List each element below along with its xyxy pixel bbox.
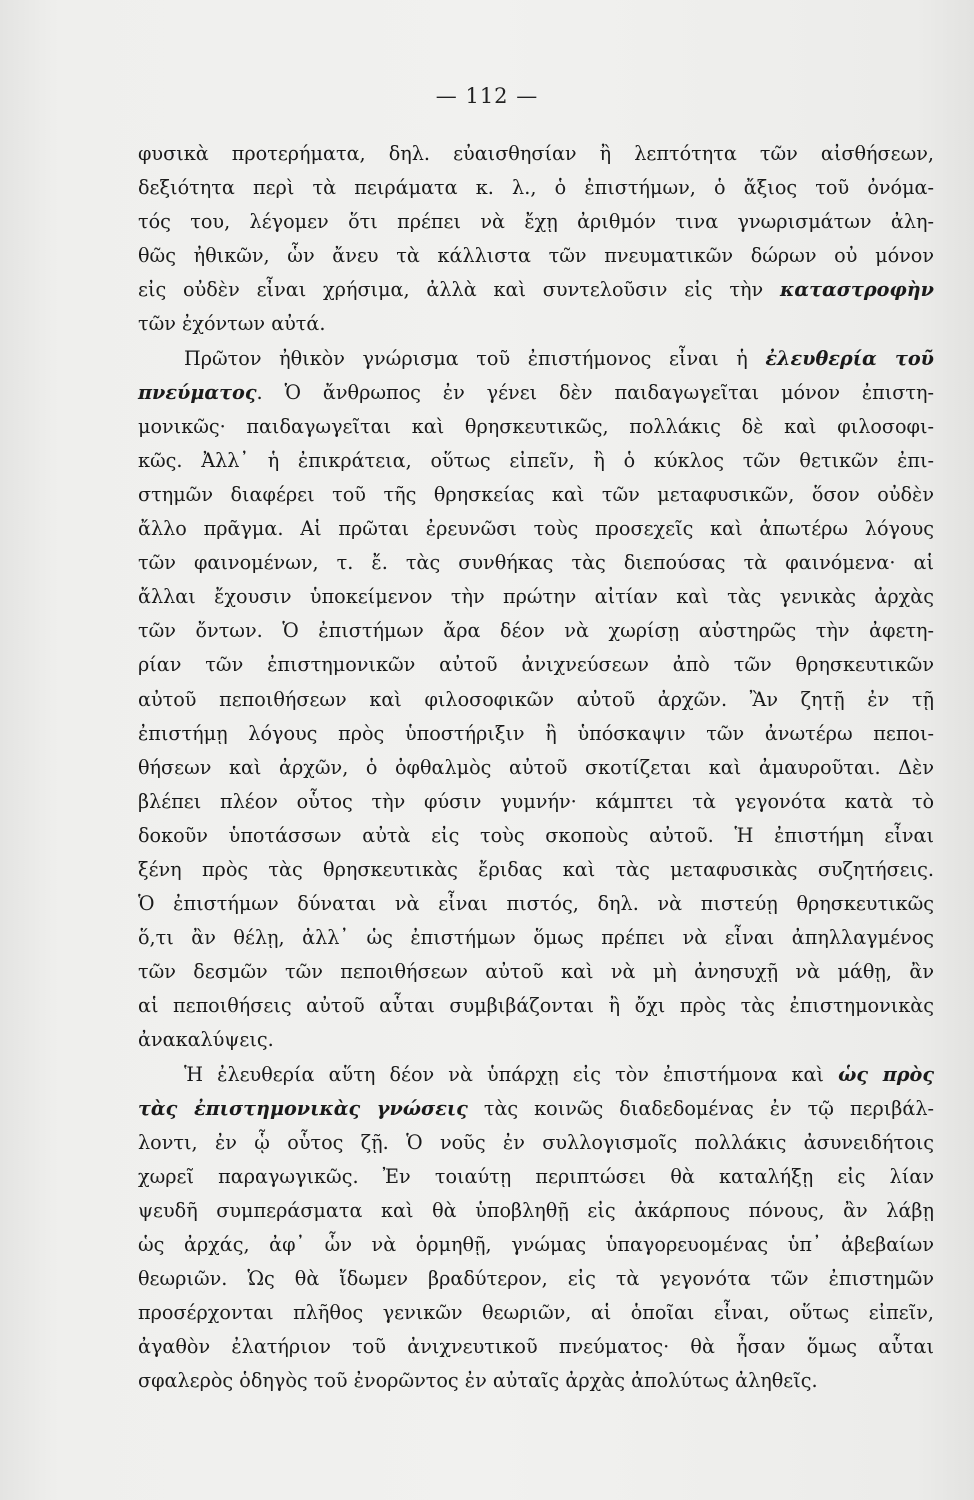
- text-segment: ἄλλο πρᾶγμα. Αἱ πρῶται ἐρευνῶσι τοὺς προσεχεῖς καὶ ἀπωτέρω λόγους: [138, 517, 934, 541]
- text-line: [138, 478, 934, 512]
- text-segment: στημῶν διαφέρει τοῦ τῆς θρησκείας καὶ τῶν μεταφυσικῶν, ὅσον οὐδὲν: [138, 482, 934, 506]
- text-line: [138, 205, 934, 239]
- text-segment: θῶς ἠθικῶν, ὧν ἄνευ τὰ κάλλιστα τῶν πνευματικῶν δώρων οὐ μόνον: [138, 244, 934, 268]
- text-line: [138, 1296, 934, 1330]
- text-line: [138, 1023, 934, 1057]
- text-line: [138, 1262, 934, 1296]
- text-line: [138, 853, 934, 887]
- text-segment: βλέπει πλέον οὗτος τὴν φύσιν γυμνήν· κάμπτει τὰ γεγονότα κατὰ τὸ: [138, 789, 934, 813]
- emphasized-text: πνεύματος: [138, 380, 257, 404]
- text-line: [138, 307, 934, 341]
- page-number: — 112 —: [435, 84, 539, 108]
- text-segment: ἐπιστήμῃ λόγους πρὸς ὑποστήριξιν ἢ ὑπόσκαψιν τῶν ἀνωτέρω πεποι-: [138, 721, 934, 745]
- text-line: [138, 683, 934, 717]
- text-segment: τῶν δεσμῶν τῶν πεποιθήσεων αὐτοῦ καὶ νὰ μὴ ἀνησυχῇ νὰ μάθῃ, ἂν: [138, 960, 934, 984]
- text-line: [138, 1194, 934, 1228]
- text-segment: τῶν ἐχόντων αὐτά.: [138, 312, 326, 336]
- text-segment: προσέρχονται πλῆθος γενικῶν θεωριῶν, αἱ ὁποῖαι εἶναι, οὕτως εἰπεῖν,: [138, 1301, 934, 1325]
- text-segment: αὐτοῦ πεποιθήσεων καὶ φιλοσοφικῶν αὐτοῦ ἀρχῶν. Ἂν ζητῇ ἐν τῇ: [138, 687, 934, 711]
- text-segment: δοκοῦν ὑποτάσσων αὐτὰ εἰς τοὺς σκοποὺς αὐτοῦ. Ἡ ἐπιστήμη εἶναι: [138, 823, 934, 847]
- text-line: [138, 614, 934, 648]
- body-text: [138, 137, 934, 1398]
- emphasized-text: καταστροφὴν: [779, 278, 934, 302]
- text-segment: ἀγαθὸν ἐλατήριον τοῦ ἀνιχνευτικοῦ πνεύματος· θὰ ἦσαν ὅμως αὗται: [138, 1335, 934, 1359]
- text-line: [138, 1092, 934, 1126]
- text-segment: θήσεων καὶ ἀρχῶν, ὁ ὀφθαλμὸς αὐτοῦ σκοτίζεται καὶ ἀμαυροῦται. Δὲν: [138, 755, 934, 779]
- text-line: [138, 921, 934, 955]
- text-line: [138, 1330, 934, 1364]
- text-line: [138, 1228, 934, 1262]
- text-line: [138, 171, 934, 205]
- text-segment: κῶς. Ἀλλ᾽ ἡ ἐπικράτεια, οὕτως εἰπεῖν, ἢ ὁ κύκλος τῶν θετικῶν ἐπι-: [138, 448, 934, 472]
- text-line: [138, 376, 934, 410]
- text-line: [138, 1364, 934, 1398]
- text-line: [138, 955, 934, 989]
- text-segment: λοντι, ἐν ᾧ οὗτος ζῇ. Ὁ νοῦς ἐν συλλογισμοῖς πολλάκις ἀσυνειδήτοις: [138, 1130, 934, 1154]
- text-segment: ξένη πρὸς τὰς θρησκευτικὰς ἔριδας καὶ τὰς μεταφυσικὰς συζητήσεις.: [138, 857, 934, 881]
- text-line: [138, 239, 934, 273]
- text-segment: Πρῶτον ἠθικὸν γνώρισμα τοῦ ἐπιστήμονος εἶναι ἡ: [184, 346, 766, 370]
- text-segment: δεξιότητα περὶ τὰ πειράματα κ. λ., ὁ ἐπιστήμων, ὁ ἄξιος τοῦ ὀνόμα-: [138, 176, 934, 200]
- emphasized-text: τὰς ἐπιστημονικὰς γνώσεις: [138, 1096, 468, 1120]
- text-segment: Ὁ ἐπιστήμων δύναται νὰ εἶναι πιστός, δηλ. νὰ πιστεύῃ θρησκευτικῶς: [138, 892, 934, 916]
- emphasized-text: ὡς πρὸς: [838, 1062, 935, 1086]
- text-segment: τῶν φαινομένων, τ. ἔ. τὰς συνθήκας τὰς διεπούσας τὰ φαινόμενα· αἱ: [138, 551, 934, 575]
- text-segment: ρίαν τῶν ἐπιστημονικῶν αὐτοῦ ἀνιχνεύσεων ἀπὸ τῶν θρησκευτικῶν: [138, 653, 934, 677]
- text-line: [138, 137, 934, 171]
- text-line: [138, 1126, 934, 1160]
- text-line: [138, 444, 934, 478]
- text-segment: . Ὁ ἄνθρωπος ἐν γένει δὲν παιδαγωγεῖται μόνον ἐπιστη-: [256, 380, 934, 404]
- text-line: [138, 819, 934, 853]
- text-line: [138, 1058, 934, 1092]
- text-segment: τός του, λέγομεν ὅτι πρέπει νὰ ἔχῃ ἀριθμόν τινα γνωρισμάτων ἀλη-: [138, 210, 934, 234]
- text-segment: ἄλλαι ἔχουσιν ὑποκείμενον τὴν πρώτην αἰτίαν καὶ τὰς γενικὰς ἀρχὰς: [138, 585, 934, 609]
- text-segment: ὅ,τι ἂν θέλῃ, ἀλλ᾽ ὡς ἐπιστήμων ὅμως πρέπει νὰ εἶναι ἀπηλλαγμένος: [138, 926, 934, 950]
- text-segment: τῶν ὄντων. Ὁ ἐπιστήμων ἄρα δέον νὰ χωρίσῃ αὐστηρῶς τὴν ἀφετη-: [138, 619, 934, 643]
- text-segment: μονικῶς· παιδαγωγεῖται καὶ θρησκευτικῶς, πολλάκις δὲ καὶ φιλοσοφι-: [138, 414, 934, 438]
- text-line: [138, 546, 934, 580]
- text-segment: σφαλερὸς ὁδηγὸς τοῦ ἐνορῶντος ἐν αὐταῖς ἀρχὰς ἀπολύτως ἀληθεῖς.: [138, 1369, 818, 1393]
- text-segment: ὡς ἀρχάς, ἀφ᾽ ὧν νὰ ὁρμηθῇ, γνώμας ὑπαγορευομένας ὑπ᾽ ἀβεβαίων: [138, 1233, 934, 1256]
- text-segment: Ἡ ἐλευθερία αὕτη δέον νὰ ὑπάρχῃ εἰς τὸν ἐπιστήμονα καὶ: [184, 1062, 839, 1086]
- text-segment: εἰς οὐδὲν εἶναι χρήσιμα, ἀλλὰ καὶ συντελοῦσιν εἰς τὴν: [138, 278, 780, 302]
- text-line: [138, 751, 934, 785]
- text-segment: θεωριῶν. Ὡς θὰ ἴδωμεν βραδύτερον, εἰς τὰ γεγονότα τῶν ἐπιστημῶν: [138, 1267, 934, 1291]
- text-segment: τὰς κοινῶς διαδεδομένας ἐν τῷ περιβάλ-: [467, 1096, 934, 1120]
- text-line: [138, 580, 934, 614]
- text-segment: φυσικὰ προτερήματα, δηλ. εὐαισθησίαν ἢ λεπτότητα τῶν αἰσθήσεων,: [138, 142, 934, 165]
- text-line: [138, 648, 934, 682]
- text-segment: ψευδῆ συμπεράσματα καὶ θὰ ὑποβληθῇ εἰς ἀκάρπους πόνους, ἂν λάβῃ: [138, 1198, 934, 1222]
- text-line: [138, 342, 934, 376]
- text-segment: ἀνακαλύψεις.: [138, 1028, 274, 1052]
- text-line: [138, 717, 934, 751]
- text-segment: χωρεῖ παραγωγικῶς. Ἐν τοιαύτῃ περιπτώσει θὰ καταλήξῃ εἰς λίαν: [138, 1164, 934, 1188]
- text-line: [138, 785, 934, 819]
- text-line: [138, 1160, 934, 1194]
- text-segment: αἱ πεποιθήσεις αὐτοῦ αὗται συμβιβάζονται ἢ ὄχι πρὸς τὰς ἐπιστημονικὰς: [138, 994, 934, 1018]
- text-line: [138, 410, 934, 444]
- text-line: [138, 273, 934, 307]
- text-line: [138, 512, 934, 546]
- emphasized-text: ἐλευθερία τοῦ: [765, 346, 934, 370]
- text-line: [138, 989, 934, 1023]
- text-line: [138, 887, 934, 921]
